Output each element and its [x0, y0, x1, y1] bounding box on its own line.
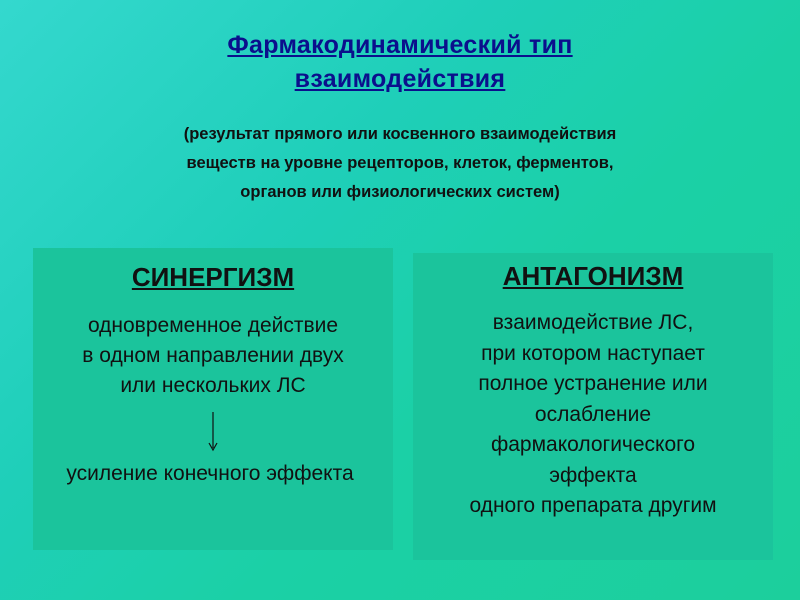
synergism-line-1: одновременное действие	[87, 314, 339, 337]
antagonism-line-3: полное устранение или	[478, 372, 708, 395]
antagonism-line-6: эффекта	[549, 463, 637, 487]
antagonism-box	[413, 253, 773, 560]
antagonism-line-5: фармакологического	[490, 433, 696, 456]
synergism-definition	[33, 311, 393, 401]
subtitle-line-3: органов или физиологических систем)	[240, 183, 560, 201]
antagonism-line-2: при котором наступает	[481, 341, 705, 365]
antagonism-line-7: одного препарата другим	[469, 494, 717, 517]
antagonism-heading: АНТАГОНИЗМ	[502, 261, 684, 291]
slide-title-line-2: взаимодействия	[294, 65, 506, 93]
subtitle-line-1: (результат прямого или косвенного взаимодействия	[183, 125, 617, 143]
synergism-box	[33, 248, 393, 550]
synergism-line-3: или нескольких ЛС	[120, 374, 306, 397]
subtitle-line-2: веществ на уровне рецепторов, клеток, ферментов,	[186, 154, 614, 172]
synergism-line-2: в одном направлении двух	[82, 344, 344, 367]
antagonism-line-1: взаимодействие ЛС,	[492, 311, 694, 334]
slide-title-line-1: Фармакодинамический тип	[227, 31, 573, 59]
slide-title	[0, 28, 800, 96]
antagonism-line-4: ослабление	[534, 402, 652, 426]
antagonism-definition	[413, 308, 773, 522]
slide-subtitle	[0, 120, 800, 207]
arrow-down-icon	[207, 412, 219, 452]
synergism-heading: СИНЕРГИЗМ	[131, 262, 295, 292]
synergism-result: усиление конечного эффекта	[66, 462, 354, 485]
